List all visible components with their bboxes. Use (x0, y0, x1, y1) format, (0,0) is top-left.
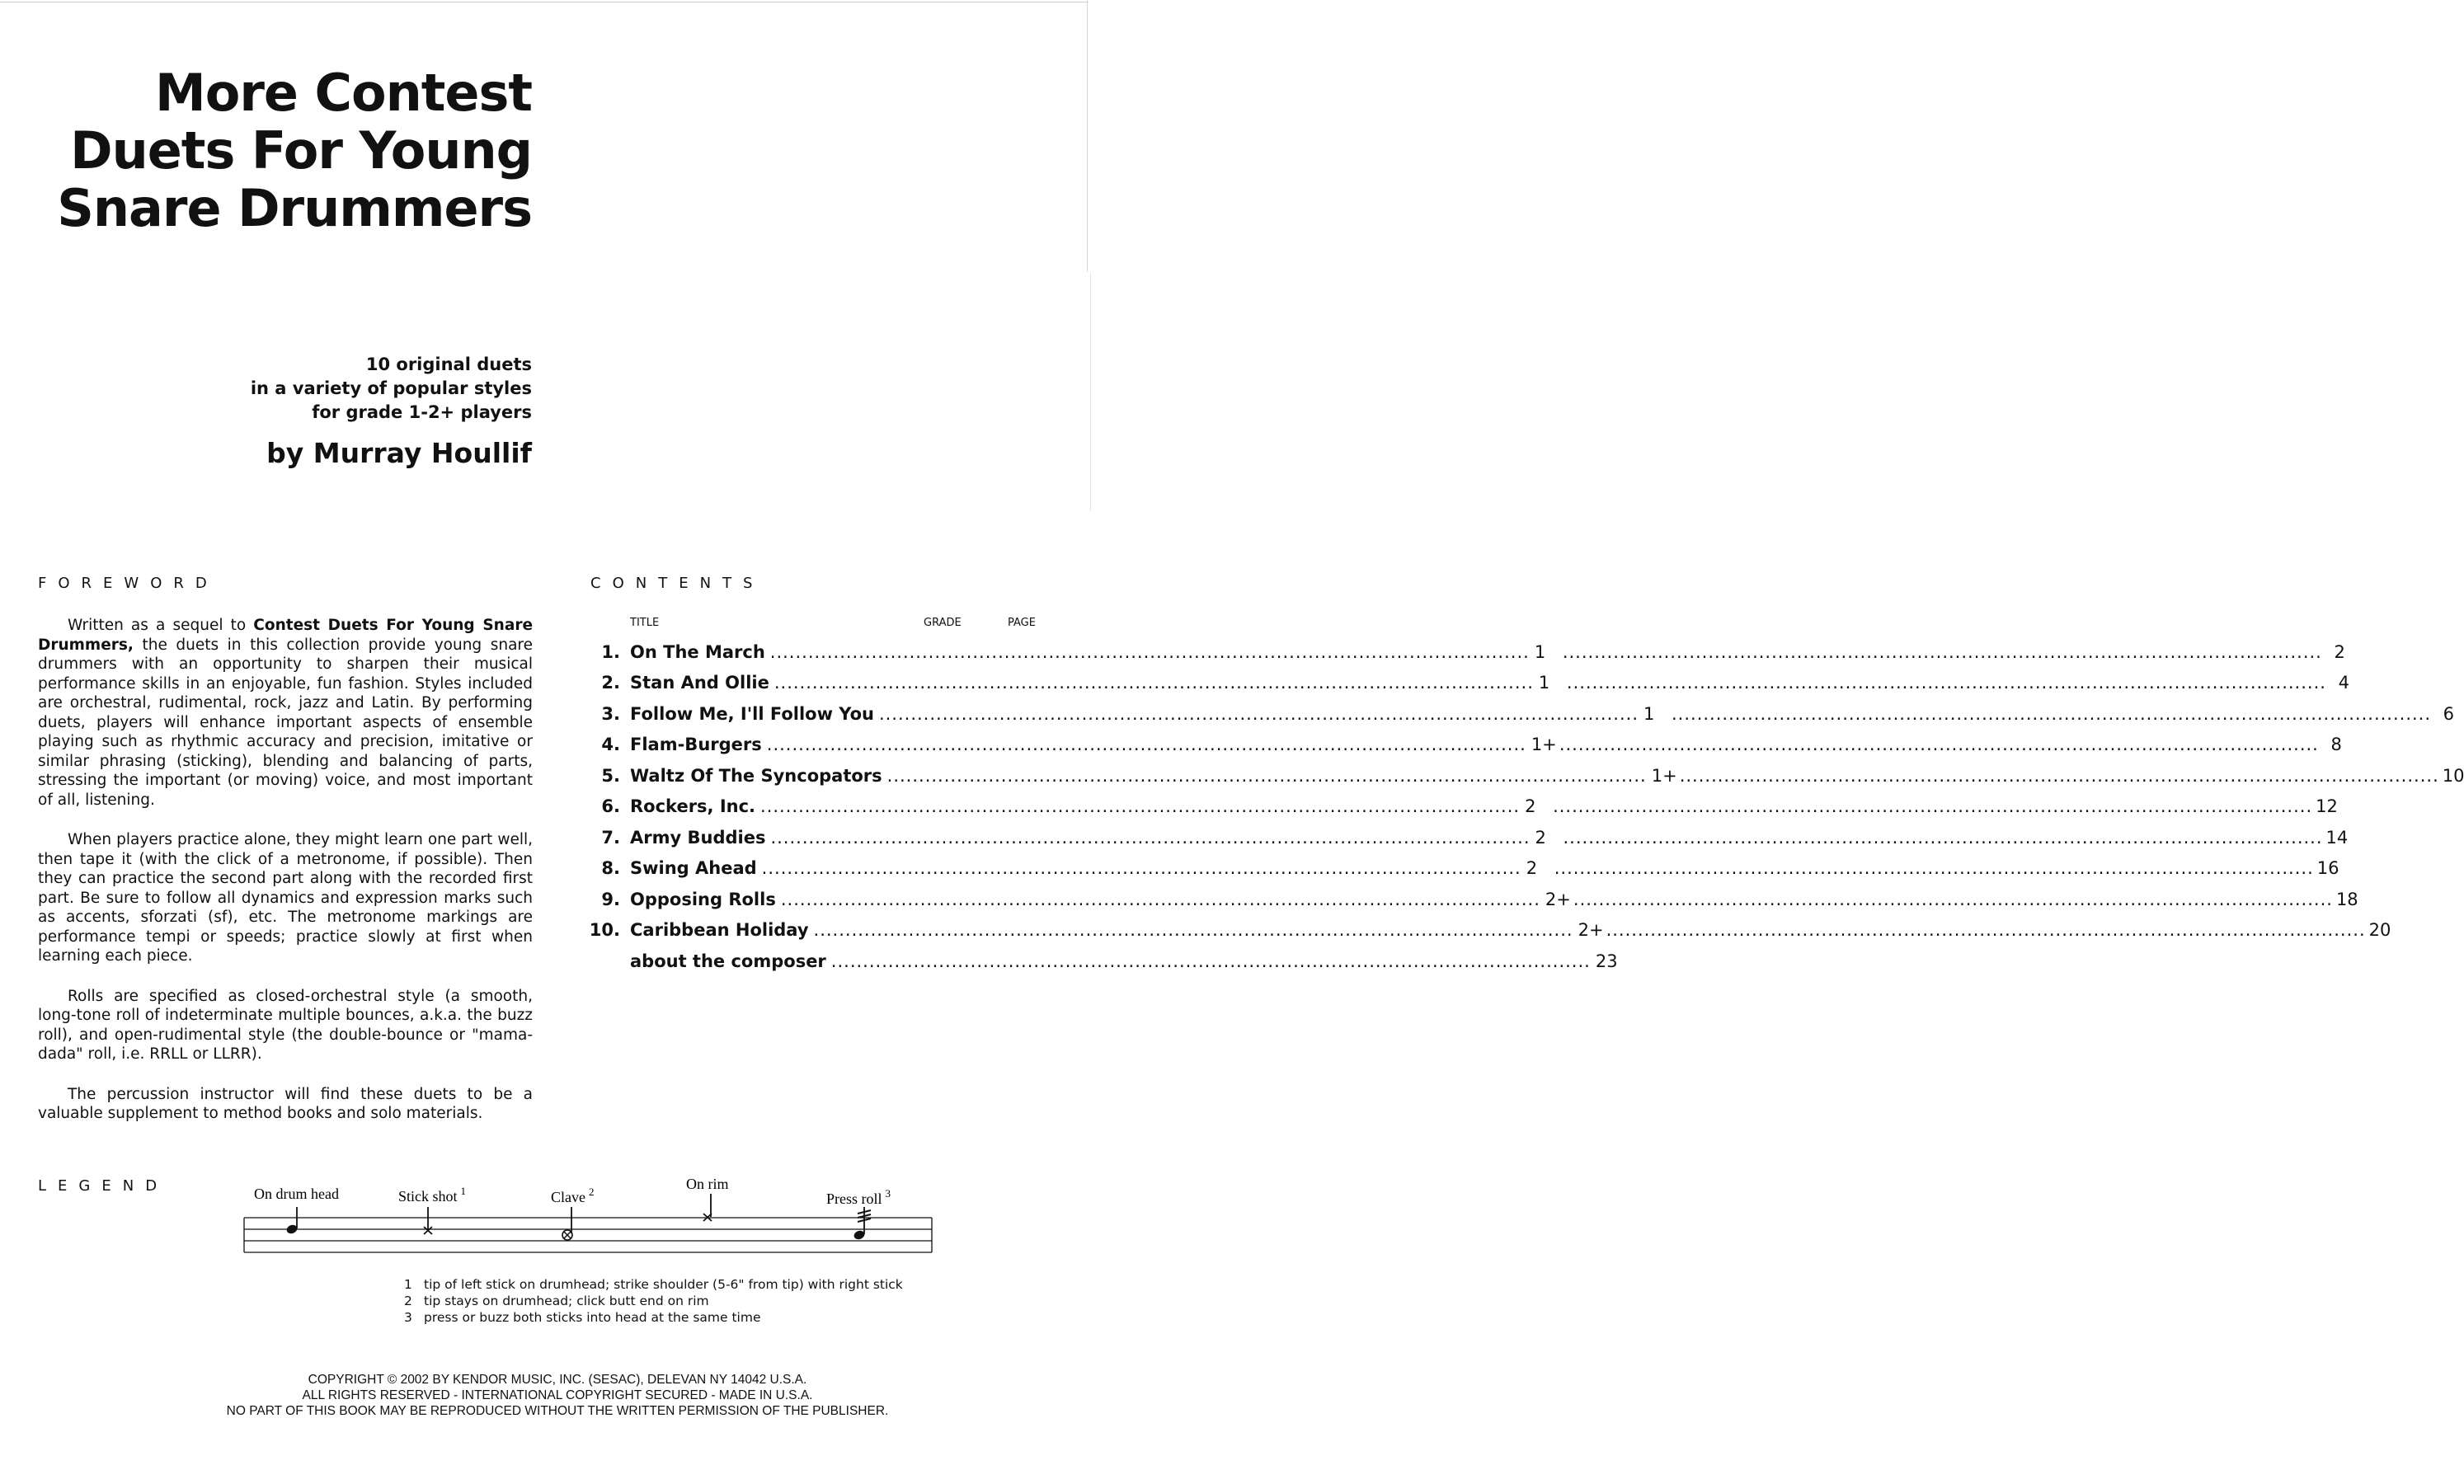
toc-row (587, 822, 2349, 853)
toc-grade: 2+ (1545, 889, 1571, 909)
toc-leader-dots: ........................................................................................................................ (878, 703, 1639, 724)
toc-leader-dots: ........................................................................................................................ (766, 735, 1526, 755)
toc-row (587, 884, 2358, 915)
subtitle-line-3: for grade 1-2+ players (312, 402, 532, 422)
foreword-p1-rest: the duets in this collection provide young snare drummers with an opportunity to sharpen their musical performance skills in an enjoyable, fun fashion. Styles included are orchestral, rudimental, rock, jazz and Latin. By performing duets, players will enhance important aspects of ensemble playing such as rhythmic accuracy and precision, imitative or similar phrasing (sticking), blending and balancing of parts, stressing the important (or moving) voice, and most important of all, listening. (38, 636, 533, 809)
copyright-notice (0, 1372, 1115, 1419)
toc-page: 10 (2442, 765, 2464, 786)
note-press-roll-icon (853, 1207, 871, 1241)
copyright-line-3: NO PART OF THIS BOOK MAY BE REPRODUCED WITHOUT THE WRITTEN PERMISSION OF THE PUBLISHER. (226, 1404, 889, 1418)
subtitle (165, 353, 532, 425)
toc-number: 9. (601, 889, 620, 909)
toc-grade: 1 (1643, 703, 1655, 724)
toc-leader-dots: ........................................................................................................................ (774, 673, 1534, 693)
legend-stick-shot-text: Stick shot (398, 1188, 458, 1205)
toc-grade: 2 (1525, 796, 1536, 817)
author: by Murray Houllif (266, 437, 532, 469)
toc-title: Flam-Burgers (630, 735, 762, 755)
toc-page: 8 (2330, 735, 2342, 755)
toc-leader-dots: ........................................................................................................................ (1679, 765, 2439, 786)
toc-number: 1. (601, 641, 620, 662)
foreword-paragraph-4: The percussion instructor will find these duets to be a valuable supplement to method books and solo materials. (38, 1085, 533, 1122)
toc-leader-dots: ........................................................................................................................ (761, 858, 1521, 879)
toc-title: Opposing Rolls (630, 889, 776, 909)
toc-row (587, 915, 2391, 946)
legend-clave-text: Clave (551, 1189, 585, 1205)
toc-grade: 1 (1538, 673, 1550, 693)
toc-page: 4 (2338, 673, 2349, 693)
copyright-line-2: ALL RIGHTS RESERVED - INTERNATIONAL COPYRIGHT SECURED - MADE IN U.S.A. (302, 1388, 813, 1402)
note-clave-icon (562, 1207, 572, 1240)
toc-grade: 1+ (1531, 735, 1557, 755)
subtitle-line-1: 10 original duets (365, 355, 532, 374)
toc-number: 10. (589, 920, 620, 941)
title-line-2: Duets For Young (70, 120, 532, 181)
footnote-2: 2 tip stays on drumhead; click butt end on rim (404, 1294, 709, 1308)
toc-number: 5. (601, 765, 620, 786)
note-on-drum-head-icon (285, 1207, 299, 1235)
toc-page: 2 (2334, 641, 2345, 662)
toc-number: 6. (601, 796, 620, 817)
toc-leader-dots: ........................................................................................................................ (1563, 827, 2323, 848)
foreword-body (38, 616, 533, 1144)
toc-title: Army Buddies (630, 827, 766, 848)
legend-label-clave (551, 1186, 595, 1205)
toc-number: 3. (601, 703, 620, 724)
toc-number: 4. (601, 735, 620, 755)
toc-number: 2. (601, 673, 620, 693)
toc-page: 6 (2443, 703, 2455, 724)
toc-page: 18 (2335, 889, 2358, 909)
toc-number: 8. (601, 858, 620, 879)
toc-page: 23 (1595, 951, 1618, 971)
foreword-paragraph-1 (38, 616, 533, 810)
toc-row (587, 698, 2455, 730)
toc-title: Follow Me, I'll Follow You (630, 703, 874, 724)
legend-clave-footnote-mark: 2 (589, 1186, 595, 1198)
toc-title: Waltz Of The Syncopators (630, 765, 882, 786)
toc-leader-dots: ........................................................................................................................ (1566, 673, 2326, 693)
toc-grade: 2 (1526, 858, 1538, 879)
toc-page: 12 (2316, 796, 2338, 817)
toc-row-about-composer (587, 946, 1618, 977)
toc-row (587, 636, 2345, 668)
toc-leader-dots: ........................................................................................................................ (769, 641, 1530, 662)
contents-column-headers (594, 617, 1065, 633)
toc-title: about the composer (630, 951, 826, 971)
foreword-paragraph-2: When players practice alone, they might learn one part well, then tape it (with the click of a metronome, if possible). Then they can practice the second part along with the recorded first part. Be sure to follow all dynamics and expression marks such as accents, sforzati (sf), etc. The metronome markings are performance tempi or speeds; practice slowly at first when learning each piece. (38, 831, 533, 965)
title-line-1: More Contest (155, 63, 532, 123)
toc-page: 14 (2325, 827, 2349, 848)
toc-leader-dots: ........................................................................................................................ (780, 889, 1540, 909)
book-title (25, 64, 532, 237)
note-stick-shot-icon (424, 1207, 432, 1234)
toc-leader-dots: ........................................................................................................................ (1573, 889, 2333, 909)
foreword-p1-start: Written as a sequel to (68, 617, 254, 634)
foreword-label: FOREWORD (38, 575, 219, 592)
toc-leader-dots: ........................................................................................................................ (1553, 796, 2313, 817)
toc-title: Caribbean Holiday (630, 920, 809, 941)
legend-press-roll-footnote-mark: 3 (885, 1187, 891, 1200)
legend-label-stick-shot (398, 1185, 466, 1205)
toc-grade: 2 (1535, 827, 1546, 848)
footnote-3: 3 press or buzz both sticks into head at the same time (404, 1310, 761, 1325)
legend-label-on-rim: On rim (686, 1176, 729, 1192)
toc-title: Stan And Ollie (630, 673, 769, 693)
toc-leader-dots: ........................................................................................................................ (1606, 920, 2366, 941)
toc-title: Swing Ahead (630, 858, 757, 879)
note-on-rim-icon (703, 1194, 712, 1221)
toc-row (587, 668, 2349, 699)
toc-grade: 1+ (1651, 765, 1677, 786)
footnote-1: 1 tip of left stick on drumhead; strike shoulder (5-6" from tip) with right stick (404, 1277, 903, 1292)
toc-leader-dots: ........................................................................................................................ (886, 765, 1647, 786)
legend-footnotes (404, 1276, 932, 1326)
contents-col-title: TITLE (630, 617, 660, 629)
toc-grade: 2+ (1578, 920, 1604, 941)
toc-title: On The March (630, 641, 765, 662)
toc-row (587, 730, 2342, 761)
right-edge-line-lower (1090, 272, 1091, 511)
toc-leader-dots: ........................................................................................................................ (830, 951, 1591, 971)
toc-leader-dots: ........................................................................................................................ (1672, 703, 2432, 724)
toc-leader-dots: ........................................................................................................................ (1554, 858, 2314, 879)
toc-page: 16 (2316, 858, 2339, 879)
contents-col-page: PAGE (1008, 617, 1036, 629)
toc-leader-dots: ........................................................................................................................ (1562, 641, 2322, 662)
toc-row (587, 791, 2338, 823)
foreword-p1-bold: Contest Duets For Young Snare Drummers, (38, 617, 533, 654)
toc-leader-dots: ........................................................................................................................ (770, 827, 1531, 848)
contents-label: CONTENTS (590, 575, 764, 592)
toc-row (587, 760, 2464, 791)
table-of-contents (587, 636, 2464, 977)
contents-col-grade: GRADE (924, 617, 962, 629)
toc-title: Rockers, Inc. (630, 796, 756, 817)
legend-notation (239, 1171, 948, 1270)
foreword-paragraph-3: Rolls are specified as closed-orchestral style (a smooth, long-tone roll of indeterminate multiple bounces, a.k.a. the buzz roll), and open-rudimental style (the double-bounce or "mama-dada" roll, i.e. RRLL or LLRR). (38, 987, 533, 1063)
legend-stick-shot-footnote-mark: 1 (460, 1185, 467, 1197)
staff-lines (244, 1218, 932, 1252)
toc-grade: 1 (1534, 641, 1546, 662)
legend-label-on-drum-head: On drum head (254, 1186, 339, 1202)
legend-press-roll-text: Press roll (826, 1190, 882, 1207)
right-edge-line (1087, 0, 1088, 272)
copyright-line-1: COPYRIGHT © 2002 BY KENDOR MUSIC, INC. (SESAC), DELEVAN NY 14042 U.S.A. (308, 1373, 807, 1387)
toc-leader-dots: ........................................................................................................................ (760, 796, 1521, 817)
legend-label: LEGEND (38, 1177, 169, 1195)
subtitle-line-2: in a variety of popular styles (250, 378, 532, 398)
legend-label-press-roll (826, 1187, 891, 1207)
toc-page: 20 (2368, 920, 2391, 941)
title-line-3: Snare Drummers (57, 178, 532, 238)
toc-leader-dots: ........................................................................................................................ (1559, 735, 2319, 755)
toc-row (587, 853, 2339, 885)
toc-leader-dots: ........................................................................................................................ (813, 920, 1573, 941)
toc-number: 7. (601, 827, 620, 848)
